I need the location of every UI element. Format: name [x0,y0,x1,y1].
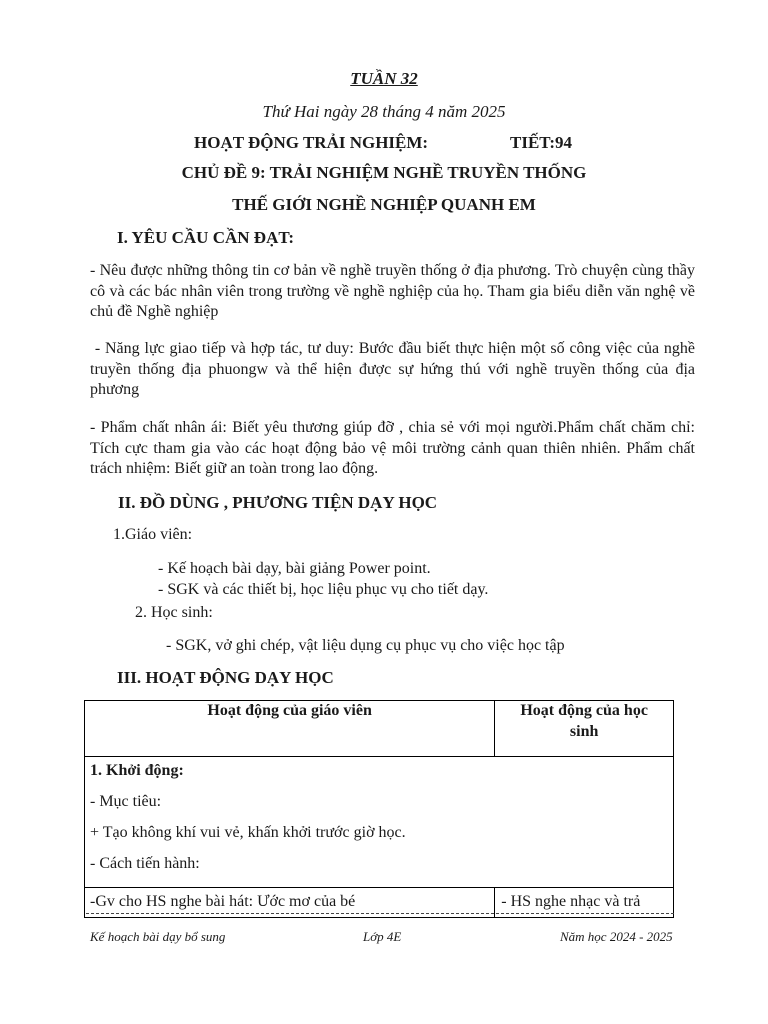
activities-table [84,700,674,918]
student-label: 2. Học sinh: [135,604,213,621]
teacher-item: - Kế hoạch bài dạy, bài giảng Power point. [158,560,431,577]
student-column-header-line: sinh [569,722,599,740]
date-line: Thứ Hai ngày 28 tháng 4 năm 2025 [262,102,506,121]
student-item: - SGK, vở ghi chép, vật liệu dụng cụ phục vụ cho việc học tập [166,637,565,654]
footer-left: Kế hoạch bài dạy bổ sung [90,929,226,944]
student-column-header [495,701,674,757]
objective-paragraph: - Nêu được những thông tin cơ bản về nghề truyền thống ở địa phương. Trò chuyện cùng thầy cô và các bác nhân viên trong trường về nghề nghiệp của họ. Tham gia biểu diễn văn nghệ về chủ đề Nghề nghiệp [90,262,695,320]
objective-paragraph: - Phẩm chất nhân ái: Biết yêu thương giúp đỡ , chia sẻ với mọi người.Phẩm chất chăm chỉ: Tích cực tham gia vào các hoạt động bảo vệ môi trường cảnh quan thiên nhiên. Phẩm chất trách nhiệm: Biết giữ an toàn trong lao động. [90,419,695,477]
lesson-heading: THẾ GIỚI NGHỀ NGHIỆP QUANH EM [232,195,536,214]
warmup-cell [85,757,674,888]
warmup-title: 1. Khởi động: [90,762,184,779]
warmup-line: - Cách tiến hành: [90,855,200,872]
warmup-line: - Mục tiêu: [90,793,162,810]
student-column-header-line: Hoạt động của học [520,702,648,719]
section2-heading: II. ĐỒ DÙNG , PHƯƠNG TIỆN DẠY HỌC [118,493,438,512]
topic-heading: CHỦ ĐỀ 9: TRẢI NGHIỆM NGHỀ TRUYỀN THỐNG [181,163,587,182]
teacher-label: 1.Giáo viên: [113,526,193,543]
warmup-line: + Tạo không khí vui vẻ, khấn khởi trước giờ học. [90,824,406,841]
footer-right: Năm học 2024 - 2025 [560,929,673,944]
teacher-item: - SGK và các thiết bị, học liệu phục vụ cho tiết dạy. [158,581,489,598]
footer-center: Lớp 4E [363,929,402,944]
period-label: TIẾT:94 [510,133,573,152]
student-activity: - HS nghe nhạc và trả [501,893,641,910]
subject-label: HOẠT ĐỘNG TRẢI NGHIỆM: [194,133,429,152]
footer-divider [86,913,674,914]
section3-heading: III. HOẠT ĐỘNG DẠY HỌC [117,668,334,687]
section1-heading: I. YÊU CẦU CẦN ĐẠT: [117,228,295,247]
week-heading: TUẦN 32 [350,69,418,88]
objective-paragraph: - Năng lực giao tiếp và hợp tác, tư duy: Bước đầu biết thực hiện một số công việc của nghề truyền thống địa phuongw và thể hiện được sự hứng thú với nghề truyền thống của địa phương [90,340,700,398]
teacher-activity: -Gv cho HS nghe bài hát: Ước mơ của bé [90,893,356,910]
teacher-column-header-text: Hoạt động của giáo viên [207,702,372,719]
teacher-column-header [85,701,495,757]
